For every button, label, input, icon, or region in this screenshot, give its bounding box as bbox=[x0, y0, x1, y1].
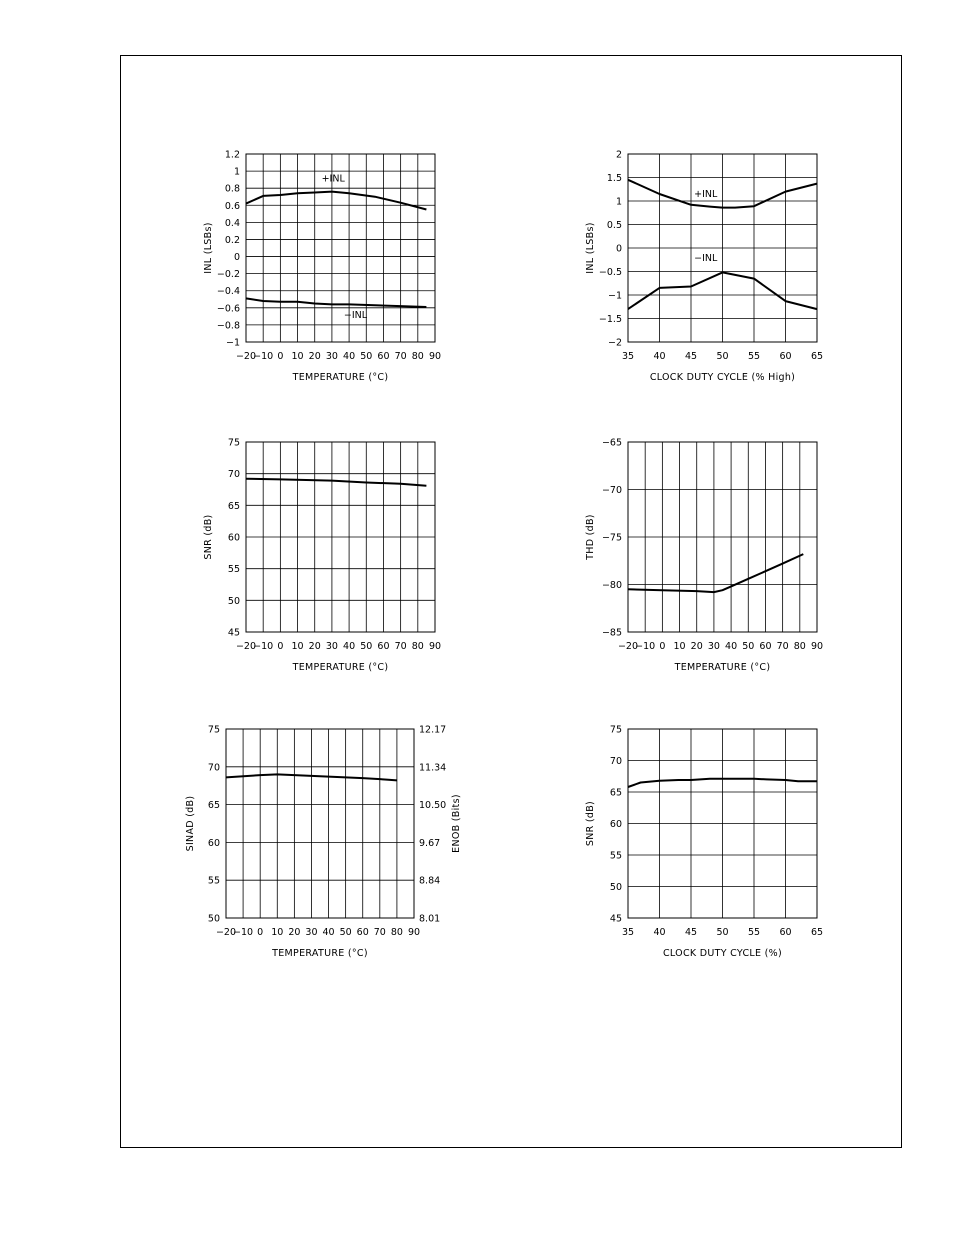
y-tick-label: 60 bbox=[227, 532, 240, 544]
y-tick-label: 50 bbox=[207, 913, 220, 925]
x-tick-label: 50 bbox=[716, 351, 729, 362]
y-tick-label: −0.6 bbox=[216, 303, 240, 315]
series-annotation: −INL bbox=[694, 253, 718, 265]
x-tick-label: 60 bbox=[356, 927, 369, 938]
y-tick-label: 65 bbox=[609, 787, 622, 799]
x-tick-label: 35 bbox=[621, 927, 635, 938]
y-tick-label: 55 bbox=[207, 875, 220, 887]
y-tick-label: 0 bbox=[233, 252, 240, 264]
x-tick-label: 65 bbox=[810, 351, 824, 362]
x-tick-label: 90 bbox=[428, 351, 442, 362]
x-tick-label: 20 bbox=[288, 927, 301, 938]
chart-5 bbox=[185, 725, 462, 960]
x-tick-label: −10 bbox=[253, 641, 274, 652]
x-tick-label: 40 bbox=[653, 351, 666, 362]
x-tick-label: 0 bbox=[659, 641, 666, 652]
y-tick-label: −2 bbox=[607, 337, 622, 349]
y-tick-label: −0.5 bbox=[598, 267, 622, 278]
y2-tick-label: 12.17 bbox=[419, 724, 447, 736]
y-tick-label: −0.2 bbox=[216, 269, 240, 281]
x-tick-label: 50 bbox=[716, 927, 729, 938]
x-tick-label: 70 bbox=[373, 927, 386, 938]
y-tick-label: 45 bbox=[609, 913, 622, 925]
x-tick-label: 40 bbox=[653, 927, 666, 938]
x-tick-label: 50 bbox=[360, 351, 373, 362]
x-tick-label: 90 bbox=[428, 641, 442, 652]
y-tick-label: 50 bbox=[227, 595, 240, 607]
y-tick-label: 0.5 bbox=[606, 220, 622, 231]
y-tick-label: −1 bbox=[607, 290, 622, 302]
x-tick-label: 30 bbox=[707, 641, 720, 652]
x-tick-label: 50 bbox=[360, 641, 373, 652]
x-tick-label: 70 bbox=[776, 641, 789, 652]
y-tick-label: 1 bbox=[233, 166, 240, 178]
x-tick-label: 10 bbox=[271, 927, 284, 938]
series-annotation: −INL bbox=[343, 310, 368, 322]
y-tick-label: 1 bbox=[615, 196, 622, 208]
y-tick-label: 70 bbox=[227, 469, 240, 481]
series-annotation: +INL bbox=[321, 173, 345, 185]
y-tick-label: −80 bbox=[601, 580, 622, 591]
x-tick-label: −20 bbox=[215, 927, 237, 938]
y-axis-label: THD (dB) bbox=[585, 514, 596, 560]
x-tick-label: 40 bbox=[343, 641, 356, 652]
y-tick-label: 75 bbox=[207, 724, 220, 736]
y-tick-label: 1.2 bbox=[224, 149, 240, 161]
y-tick-label: 50 bbox=[609, 882, 622, 893]
x-axis-label: TEMPERATURE (°C) bbox=[272, 948, 368, 959]
y-axis-label: INL (LSBs) bbox=[203, 222, 214, 274]
y-tick-label: −75 bbox=[601, 532, 622, 544]
x-tick-label: 45 bbox=[684, 927, 698, 938]
y-tick-label: 65 bbox=[227, 500, 240, 512]
y-tick-label: −1.5 bbox=[598, 314, 622, 325]
x-tick-label: 60 bbox=[377, 351, 390, 362]
x-tick-label: 55 bbox=[747, 927, 761, 938]
y-tick-label: 75 bbox=[227, 437, 240, 449]
y-tick-label: 55 bbox=[609, 850, 622, 862]
y-tick-label: 0 bbox=[615, 243, 622, 255]
series-annotation: +INL bbox=[694, 189, 718, 201]
x-tick-label: 90 bbox=[810, 641, 824, 652]
series-line-1 bbox=[246, 479, 426, 486]
y-tick-label: −0.4 bbox=[216, 286, 240, 298]
x-tick-label: −20 bbox=[235, 641, 257, 652]
y-tick-label: 0.4 bbox=[224, 217, 240, 229]
y-tick-label: 70 bbox=[609, 756, 622, 767]
y-tick-label: 2 bbox=[615, 149, 622, 161]
y2-axis-label: ENOB (Bits) bbox=[451, 794, 462, 853]
x-tick-label: 40 bbox=[725, 641, 738, 652]
chart-4 bbox=[585, 438, 823, 674]
x-tick-label: 60 bbox=[779, 351, 792, 362]
chart-2 bbox=[585, 150, 823, 384]
x-axis-label: CLOCK DUTY CYCLE (% High) bbox=[649, 372, 796, 383]
y2-tick-label: 10.50 bbox=[419, 800, 447, 812]
x-tick-label: −10 bbox=[253, 351, 274, 362]
y-tick-label: −70 bbox=[601, 485, 622, 496]
chart-6 bbox=[585, 725, 823, 960]
x-tick-label: 45 bbox=[684, 351, 698, 362]
x-tick-label: 40 bbox=[322, 927, 335, 938]
x-axis-label: TEMPERATURE (°C) bbox=[674, 662, 771, 673]
y-tick-label: 60 bbox=[609, 819, 622, 830]
y-tick-label: −0.8 bbox=[216, 320, 240, 332]
y-tick-label: 70 bbox=[207, 762, 220, 774]
series-line-2 bbox=[246, 298, 426, 307]
x-tick-label: 0 bbox=[277, 641, 284, 652]
x-tick-label: −20 bbox=[235, 351, 257, 362]
x-tick-label: 10 bbox=[673, 641, 686, 652]
y-tick-label: 60 bbox=[207, 837, 220, 849]
x-tick-label: 10 bbox=[291, 351, 304, 362]
x-tick-label: −10 bbox=[233, 927, 254, 938]
x-tick-label: 50 bbox=[742, 641, 755, 652]
y-axis-label: SNR (dB) bbox=[203, 514, 214, 560]
y2-tick-label: 11.34 bbox=[419, 762, 447, 774]
series-line-1 bbox=[628, 554, 803, 592]
x-tick-label: 70 bbox=[394, 351, 407, 362]
y-tick-label: 0.8 bbox=[224, 183, 240, 195]
x-tick-label: 30 bbox=[325, 351, 338, 362]
x-tick-label: 60 bbox=[779, 927, 792, 938]
x-tick-label: 60 bbox=[377, 641, 390, 652]
x-tick-label: 20 bbox=[308, 641, 321, 652]
y-tick-label: 55 bbox=[227, 564, 240, 576]
y-tick-label: 0.2 bbox=[224, 234, 240, 246]
y-tick-label: −65 bbox=[601, 437, 622, 449]
y2-tick-label: 9.67 bbox=[419, 837, 441, 849]
y2-tick-label: 8.84 bbox=[419, 875, 441, 887]
y-tick-label: 0.6 bbox=[224, 200, 240, 212]
x-tick-label: −10 bbox=[635, 641, 656, 652]
y-tick-label: 1.5 bbox=[606, 173, 622, 184]
x-tick-label: 55 bbox=[747, 351, 761, 362]
x-tick-label: 80 bbox=[390, 927, 403, 938]
y-axis-label: INL (LSBs) bbox=[585, 222, 596, 274]
y-tick-label: −85 bbox=[601, 627, 622, 639]
x-tick-label: 30 bbox=[325, 641, 338, 652]
chart-3 bbox=[203, 438, 441, 674]
y-tick-label: −1 bbox=[225, 337, 240, 349]
x-tick-label: 50 bbox=[339, 927, 352, 938]
y-axis-label: SNR (dB) bbox=[585, 800, 596, 847]
x-tick-label: 80 bbox=[411, 641, 424, 652]
x-axis-label: CLOCK DUTY CYCLE (%) bbox=[663, 948, 782, 959]
x-tick-label: −20 bbox=[617, 641, 639, 652]
x-tick-label: 20 bbox=[690, 641, 703, 652]
x-tick-label: 80 bbox=[411, 351, 424, 362]
plot-area bbox=[226, 729, 414, 918]
x-tick-label: 60 bbox=[759, 641, 772, 652]
x-axis-label: TEMPERATURE (°C) bbox=[292, 372, 389, 383]
x-tick-label: 10 bbox=[291, 641, 304, 652]
x-tick-label: 80 bbox=[793, 641, 806, 652]
y-tick-label: 45 bbox=[227, 627, 240, 639]
x-tick-label: 40 bbox=[343, 351, 356, 362]
x-tick-label: 0 bbox=[257, 927, 264, 938]
x-tick-label: 65 bbox=[810, 927, 824, 938]
x-tick-label: 35 bbox=[621, 351, 635, 362]
y-axis-label: SINAD (dB) bbox=[185, 795, 196, 852]
x-tick-label: 0 bbox=[277, 351, 284, 362]
y2-tick-label: 8.01 bbox=[419, 913, 441, 925]
y-tick-label: 75 bbox=[609, 724, 622, 736]
x-tick-label: 20 bbox=[308, 351, 321, 362]
y-tick-label: 65 bbox=[207, 800, 220, 812]
x-tick-label: 70 bbox=[394, 641, 407, 652]
series-line-1 bbox=[246, 192, 426, 210]
x-axis-label: TEMPERATURE (°C) bbox=[292, 662, 389, 673]
x-tick-label: 30 bbox=[305, 927, 318, 938]
chart-1 bbox=[203, 150, 441, 384]
x-tick-label: 90 bbox=[407, 927, 421, 938]
